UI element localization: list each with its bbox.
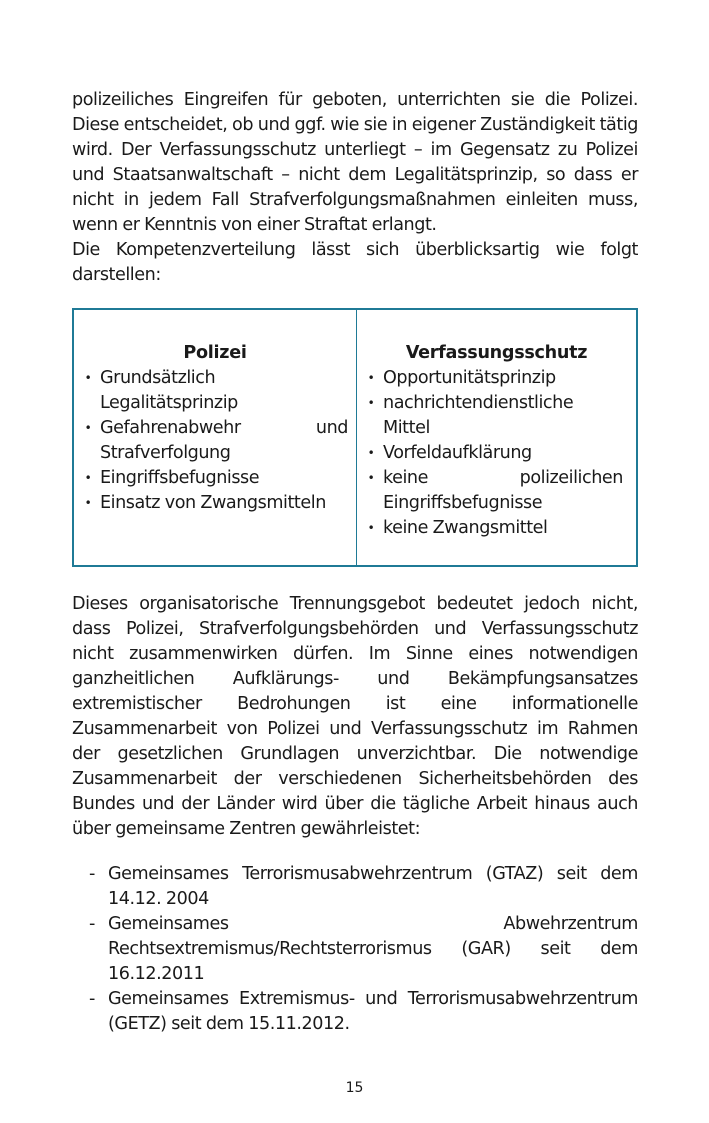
intro-paragraph: polizeiliches Eingreifen für geboten, unterrichten sie die Polizei. Diese entscheidet, ob und ggf. wie sie in eigener Zuständigkeit tätig wird. Der Verfassungsschutz unterliegt – im Gegensatz zu Polizei und Staatsanwaltschaft – nicht dem Legalitätsprinzip, so dass er nicht in jedem Fall Strafverfolgungsmaßnahmen einleiten muss, wenn er Kenntnis von einer Straftat erlangt. xyxy=(72,90,638,235)
bullet-icon: • xyxy=(84,421,92,435)
bullet-icon: • xyxy=(367,371,375,385)
bullet-icon: • xyxy=(367,446,375,460)
table-intro-paragraph: Die Kompetenzverteilung lässt sich überblicksartig wie folgt darstellen: xyxy=(72,240,638,285)
bullet-icon: • xyxy=(84,496,92,510)
list-item-text: Eingriffsbefugnisse xyxy=(100,468,260,488)
list-item-text: Vorfeldaufklärung xyxy=(383,443,532,463)
list-item-text: Opportunitätsprinzip xyxy=(383,368,556,388)
list-item-text: Gemeinsames Extremismus- und Terrorismusabwehrzentrum (GETZ) seit dem 15.11.2012. xyxy=(108,989,638,1034)
police-column-title: Polizei xyxy=(183,343,247,363)
list-item xyxy=(86,987,638,1037)
police-column xyxy=(74,310,357,565)
list-item xyxy=(82,491,348,516)
dash-icon: - xyxy=(89,914,95,934)
list-item-text: nachrichtendienstliche Mittel xyxy=(383,393,574,438)
list-item-text: Grundsätzlich Legalitätsprinzip xyxy=(100,368,238,413)
list-item xyxy=(86,862,638,912)
page-number: 15 xyxy=(345,1080,364,1096)
list-item-text: Gefahrenabwehr und Strafverfolgung xyxy=(100,418,348,463)
list-item-text: Gemeinsames Terrorismusabwehrzentrum (GTAZ) seit dem 14.12. 2004 xyxy=(108,864,638,909)
bullet-icon: • xyxy=(367,471,375,485)
list-item xyxy=(82,466,348,491)
list-item-text: Einsatz von Zwangsmitteln xyxy=(100,493,326,513)
list-item xyxy=(365,366,623,391)
intelligence-column xyxy=(357,310,636,565)
dash-icon: - xyxy=(89,864,95,884)
list-item xyxy=(365,441,623,466)
bullet-icon: • xyxy=(84,371,92,385)
joint-centers-list xyxy=(86,862,638,1037)
intelligence-list xyxy=(365,366,623,541)
list-item-text: keine polizeilichen Eingriffsbefugnisse xyxy=(383,468,623,513)
list-item xyxy=(82,416,348,466)
dash-icon: - xyxy=(89,989,95,1009)
competence-table xyxy=(72,308,638,567)
list-item xyxy=(86,912,638,987)
list-item-text: Gemeinsames Abwehrzentrum Rechtsextremismus/Rechtsterrorismus (GAR) seit dem 16.12.2011 xyxy=(108,914,638,984)
list-item xyxy=(365,391,623,441)
bullet-icon: • xyxy=(367,396,375,410)
list-item xyxy=(365,466,623,516)
list-item-text: keine Zwangsmittel xyxy=(383,518,548,538)
police-list xyxy=(82,366,348,516)
list-item xyxy=(365,516,623,541)
bullet-icon: • xyxy=(367,521,375,535)
cooperation-paragraph: Dieses organisatorische Trennungsgebot bedeutet jedoch nicht, dass Polizei, Strafverfolgungsbehörden und Verfassungsschutz nicht zusammenwirken dürfen. Im Sinne eines notwendigen ganzheitlichen Aufklärungs- und Bekämpfungsansatzes extremistischer Bedrohungen ist eine informationelle Zusammenarbeit von Polizei und Verfassungsschutz im Rahmen der gesetzlichen Grundlagen unverzichtbar. Die notwendige Zusammenarbeit der verschiedenen Sicherheitsbehörden des Bundes und der Länder wird über die tägliche Arbeit hinaus auch über gemeinsame Zentren gewährleistet: xyxy=(72,594,638,839)
intelligence-column-title: Verfassungsschutz xyxy=(405,343,588,363)
list-item xyxy=(82,366,348,416)
bullet-icon: • xyxy=(84,471,92,485)
